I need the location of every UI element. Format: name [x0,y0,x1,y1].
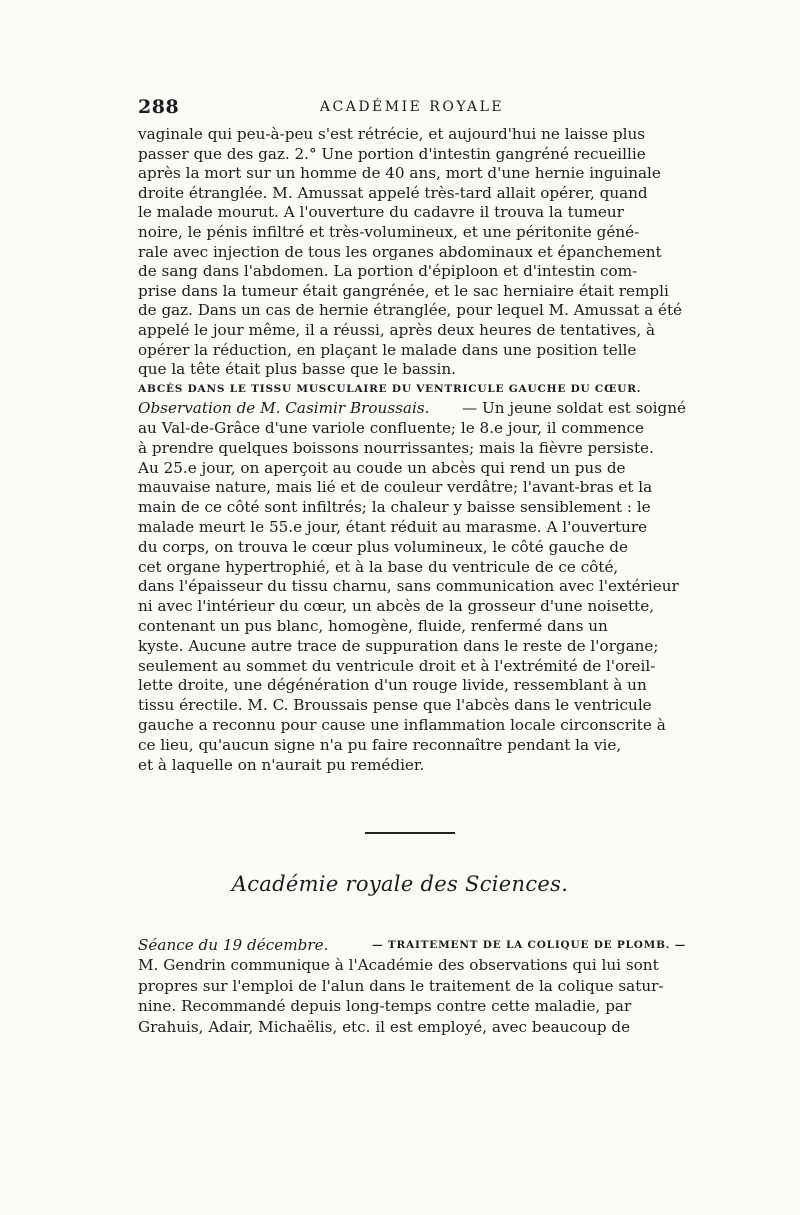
text-line [138,617,686,636]
text-line [138,203,686,222]
line-text: rale avec injection de tous les organes abdominaux et épanchement [138,242,662,261]
line-text: tissu érectile. M. C. Broussais pense que l'abcès dans le ventricule [138,696,652,715]
text-line [138,301,686,320]
text-line [138,419,686,438]
line-text: passer que des gaz. 2.° Une portion d'intestin gangréné recueillie [138,144,646,163]
text-line [138,637,686,656]
text-line [138,676,686,695]
text-line [138,282,686,301]
line-text: ce lieu, qu'aucun signe n'a pu faire reconnaître pendant la vie, [138,735,622,754]
line-text: Au 25.e jour, on aperçoit au coude un abcès qui rend un pus de [138,458,626,477]
line-text: nine. Recommandé depuis long-temps contre cette maladie, par [138,997,632,1015]
text-line [138,518,686,537]
text-line [138,716,686,735]
line-text: de gaz. Dans un cas de hernie étranglée, pour lequel M. Amussat a été [138,301,682,320]
line-text: malade meurt le 55.e jour, étant réduit au marasme. A l'ouverture [138,518,648,536]
text-line [138,341,686,360]
line-text: M. Gendrin communique à l'Académie des observations qui lui sont [138,956,659,974]
line-text: seulement au sommet du ventricule droit et à l'extrémité de l'oreil- [138,656,656,675]
text-line [138,223,686,242]
section-divider [365,832,455,834]
seance-line [138,936,686,955]
text-line [138,1018,686,1037]
article-heading-line [138,380,686,399]
text-line [138,977,686,996]
line-text: lette droite, une dégénération d'un rouge livide, ressemblant à un [138,676,647,695]
text-line [138,439,686,458]
line-text: et à laquelle on n'aurait pu remédier. [138,755,425,774]
line-text: mauvaise nature, mais lié et de couleur verdâtre; l'avant-bras et la [138,478,653,497]
text-line [138,243,686,262]
seance-heading: — TRAITEMENT DE LA COLIQUE DE PLOMB. — [372,939,686,951]
text-line [138,657,686,676]
text-line [138,696,686,715]
line-text: cet organe hypertrophié, et à la base du ventricule de ce côté, [138,557,619,576]
text-line [138,997,686,1016]
line-text: après la mort sur un homme de 40 ans, mort d'une hernie inguinale [138,164,661,183]
text-line [138,164,686,183]
line-text: à prendre quelques boissons nourrissantes; mais la fièvre persiste. [138,438,654,457]
text-line [138,360,686,379]
line-text: opérer la réduction, en plaçant le malade dans une position telle [138,340,637,359]
text-line [138,145,686,164]
line-text: du corps, on trouva le cœur plus volumineux, le côté gauche de [138,537,628,556]
text-line [138,736,686,755]
text-line [138,478,686,497]
observation-first-text: — Un jeune soldat est soigné [461,399,686,417]
line-text: ni avec l'intérieur du cœur, un abcès de la grosseur d'une noisette, [138,597,655,616]
line-text: dans l'épaisseur du tissu charnu, sans communication avec l'extérieur [138,577,679,596]
text-line [138,577,686,596]
text-line [138,321,686,340]
line-text: Grahuis, Adair, Michaëlis, etc. il est employé, avec beaucoup de [138,1017,631,1036]
text-line [138,956,686,975]
page-number: 288 [138,96,180,118]
text-line [138,184,686,203]
text-line [138,498,686,517]
line-text: main de ce côté sont infiltrés; la chaleur y baisse sensiblement : le [138,498,651,517]
page-header [138,96,686,120]
line-text: prise dans la tumeur était gangrénée, et le sac herniaire était rempli [138,281,669,300]
text-line [138,262,686,281]
line-text: gauche a reconnu pour cause une inflammation locale circonscrite à [138,716,666,734]
observation-label: Observation de M. Casimir Broussais. [138,399,430,417]
line-text: que la tête était plus basse que le bassin. [138,360,456,379]
line-text: droite étranglée. M. Amussat appelé très-tard allait opérer, quand [138,183,648,202]
text-line [138,125,686,144]
line-text: propres sur l'emploi de l'alun dans le traitement de la colique satur- [138,976,664,995]
text-line [138,538,686,557]
line-text: vaginale qui peu-à-peu s'est rétrécie, et aujourd'hui ne laisse plus [138,125,646,143]
section-title: Académie royale des Sciences. [231,872,569,896]
text-line [138,558,686,577]
text-line [138,597,686,616]
observation-line [138,399,686,418]
line-text: contenant un pus blanc, homogène, fluide, renfermé dans un [138,617,608,635]
article-heading: ABCÈS DANS LE TISSU MUSCULAIRE DU VENTRICULE GAUCHE DU CŒUR. [138,383,642,395]
text-line [138,756,686,775]
line-text: de sang dans l'abdomen. La portion d'épiploon et d'intestin com- [138,262,638,281]
line-text: kyste. Aucune autre trace de suppuration dans le reste de l'organe; [138,636,659,655]
line-text: noire, le pénis infiltré et très-volumineux, et une péritonite géné- [138,223,640,241]
line-text: appelé le jour même, il a réussi, après deux heures de tentatives, à [138,321,656,339]
running-head: ACADÉMIE ROYALE [319,99,505,115]
line-text: le malade mourut. A l'ouverture du cadavre il trouva la tumeur [138,203,624,222]
line-text: au Val-de-Grâce d'une variole confluente; le 8.e jour, il commence [138,419,644,437]
seance-label: Séance du 19 décembre. [138,936,329,954]
text-line [138,459,686,478]
